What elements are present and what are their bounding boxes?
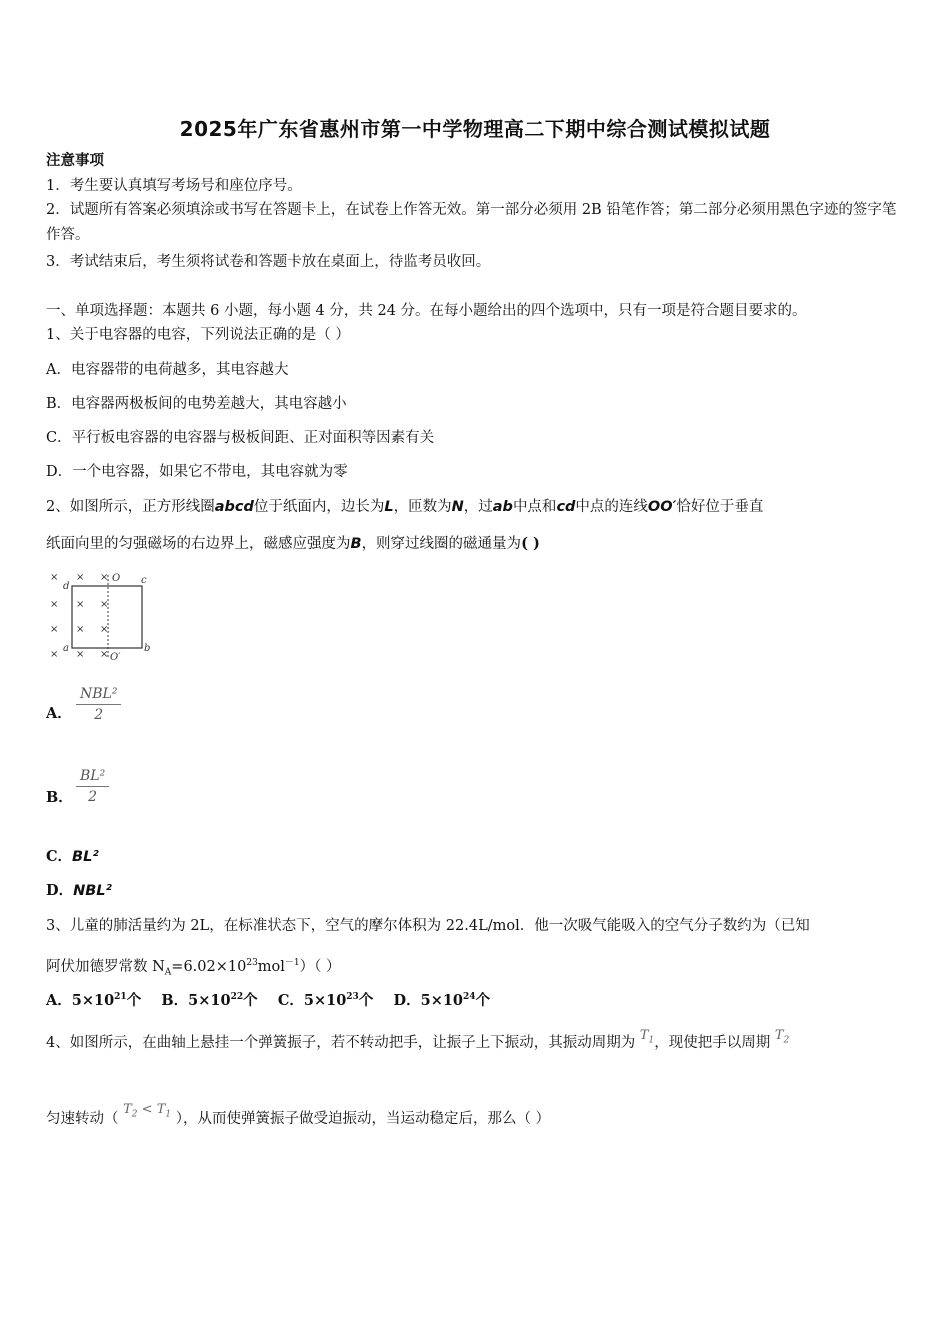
q2-option-b (46, 766, 904, 818)
q3-sub: A (164, 967, 172, 978)
field-cross-icon: × (100, 649, 109, 660)
q2-text: ，匝数为 (393, 499, 452, 515)
page-title: 2025年广东省惠州市第一中学物理高二下期中综合测试模拟试题 (179, 117, 771, 141)
q2-text: 纸面向里的匀强磁场的右边界上，磁感应强度为 (46, 536, 351, 552)
option-value: BL² (72, 849, 99, 865)
option-text: A．5×10 (46, 991, 115, 1009)
q2-figure (46, 567, 158, 665)
q2-var-L: L (384, 499, 394, 515)
q4-math-ineq (123, 1102, 172, 1120)
field-cross-icon: × (100, 599, 109, 610)
q3-sup: 23 (246, 958, 258, 968)
label-O: O (112, 573, 121, 584)
section-heading: 一、单项选择题：本题共 6 小题，每小题 4 分，共 24 分。在每小题给出的四个选项中，只有一项是符合题目要求的。 (46, 303, 807, 319)
q2-var-abcd: abcd (214, 499, 254, 515)
option-exp: 24 (463, 992, 476, 1002)
q3-option-a (46, 992, 141, 1009)
coil-square (72, 586, 142, 648)
math-op: < (137, 1102, 157, 1117)
fraction (76, 684, 121, 725)
q3-text: mol (257, 958, 285, 975)
option-label: C． (46, 848, 73, 865)
option-label: B． (46, 789, 73, 806)
q2-stem-line1 (46, 497, 904, 517)
q1-option-d: D．一个电容器，如果它不带电，其电容就为零 (46, 464, 348, 480)
q4-text: 匀速转动（ (46, 1111, 119, 1127)
q1-stem: 1、关于电容器的电容，下列说法正确的是（ ） (46, 327, 350, 343)
q3-stem-line1: 3、儿童的肺活量约为 2L，在标准状态下，空气的摩尔体积为 22.4L/mol．他一次吸气能吸入的空气分子数约为（已知 (46, 918, 810, 934)
q4-stem-line2 (46, 1102, 904, 1135)
notice-heading: 注意事项 (46, 152, 104, 169)
fraction (76, 766, 109, 807)
notice-item-2: 2．试题所有答案必须填涂或书写在答题卡上，在试卷上作答无效。第一部分必须用 2B 铅笔作答；第二部分必须用黑色字迹的签字笔作答。 (46, 202, 897, 243)
field-cross-icon: × (50, 649, 59, 660)
q2-text: 位于纸面内，边长为 (253, 499, 385, 515)
q2-text: 2、如图所示，正方形线圈 (46, 499, 215, 515)
field-cross-icon: × (50, 599, 59, 610)
q1-option-a: A．电容器带的电荷越多，其电容越大 (46, 362, 289, 378)
math-var: T (639, 1028, 649, 1043)
option-unit: 个 (475, 991, 491, 1009)
q2-text: 中点的连线 (575, 499, 648, 515)
q4-text: ，现使把手以周期 (654, 1035, 771, 1051)
notice-item-1: 1．考生要认真填写考场号和座位序号。 (46, 178, 302, 194)
field-cross-icon: × (100, 572, 109, 583)
math-var: T (774, 1028, 784, 1043)
field-cross-icon: × (50, 624, 59, 635)
q3-stem-line2 (46, 953, 904, 983)
q3-text: 阿伏加德罗常数 N (46, 958, 165, 975)
math-sub: 2 (131, 1109, 138, 1120)
q2-var-N: N (451, 499, 464, 515)
fraction-numerator: BL² (76, 766, 109, 787)
field-cross-icon: × (76, 649, 85, 660)
q4-text: 4、如图所示，在曲轴上悬挂一个弹簧振子，若不转动把手，让振子上下振动，其振动周期为 (46, 1035, 636, 1051)
label-a: a (63, 643, 69, 654)
q3-option-c (278, 992, 374, 1009)
field-cross-icon: × (76, 624, 85, 635)
q2-option-d (46, 881, 904, 901)
q4-stem-line1 (46, 1028, 904, 1059)
notice-item-3: 3．考试结束后，考生须将试卷和答题卡放在桌面上，待监考员收回。 (46, 254, 491, 270)
field-cross-icon: × (76, 572, 85, 583)
fraction-numerator: NBL² (76, 684, 121, 705)
q3-text: ）（ ） (299, 958, 341, 975)
field-cross-icon: × (76, 599, 85, 610)
q4-text: ），从而使弹簧振子做受迫振动，当运动稳定后，那么（ ） (175, 1111, 551, 1127)
q2-answer-paren: ( ) (521, 535, 540, 552)
q4-math-T1 (639, 1028, 655, 1046)
math-sub: 2 (783, 1035, 790, 1046)
q2-option-c (46, 847, 904, 867)
q4-math-T2 (774, 1028, 790, 1046)
math-var: T (156, 1102, 166, 1117)
q2-stem-line2 (46, 534, 904, 554)
q2-text: 恰好位于垂直 (676, 499, 764, 515)
option-exp: 21 (114, 992, 127, 1002)
q1-option-b: B．电容器两极板间的电势差越大，其电容越小 (46, 396, 347, 412)
option-label: D． (46, 882, 74, 899)
option-value: NBL² (73, 883, 112, 899)
option-exp: 23 (346, 992, 359, 1002)
fraction-denominator: 2 (94, 707, 104, 723)
q2-text: ，则穿过线圈的磁通量为 (361, 536, 522, 552)
fraction-denominator: 2 (88, 789, 98, 805)
option-text: C．5×10 (277, 991, 347, 1009)
q3-option-d (394, 992, 491, 1009)
q2-var-B: B (350, 536, 362, 552)
option-label: A． (46, 705, 72, 722)
q2-text: 中点和 (512, 499, 557, 515)
math-sub: 1 (165, 1109, 172, 1120)
label-c: c (141, 575, 147, 586)
math-var: T (123, 1102, 132, 1117)
q2-var-OO: OO′ (647, 499, 677, 515)
q1-option-c: C．平行板电容器的电容器与极板间距、正对面积等因素有关 (46, 430, 435, 446)
field-cross-icon: × (100, 624, 109, 635)
q3-options (46, 987, 904, 1011)
q2-option-a (46, 684, 904, 736)
option-text: B．5×10 (161, 991, 231, 1009)
option-unit: 个 (126, 991, 142, 1009)
option-unit: 个 (358, 991, 374, 1009)
q3-option-b (161, 992, 257, 1009)
option-unit: 个 (243, 991, 258, 1009)
label-O-prime: O′ (110, 652, 121, 663)
math-sub: 1 (648, 1035, 655, 1046)
q2-var-ab: ab (492, 499, 513, 515)
field-cross-icon: × (50, 572, 59, 583)
q2-var-cd: cd (556, 499, 576, 515)
q3-text: =6.02×10 (171, 958, 247, 975)
option-exp: 22 (230, 992, 244, 1002)
q3-sup: －1 (284, 958, 300, 968)
option-text: D．5×10 (393, 991, 464, 1009)
q2-text: ，过 (463, 499, 493, 515)
label-b: b (144, 643, 151, 654)
label-d: d (63, 581, 70, 592)
